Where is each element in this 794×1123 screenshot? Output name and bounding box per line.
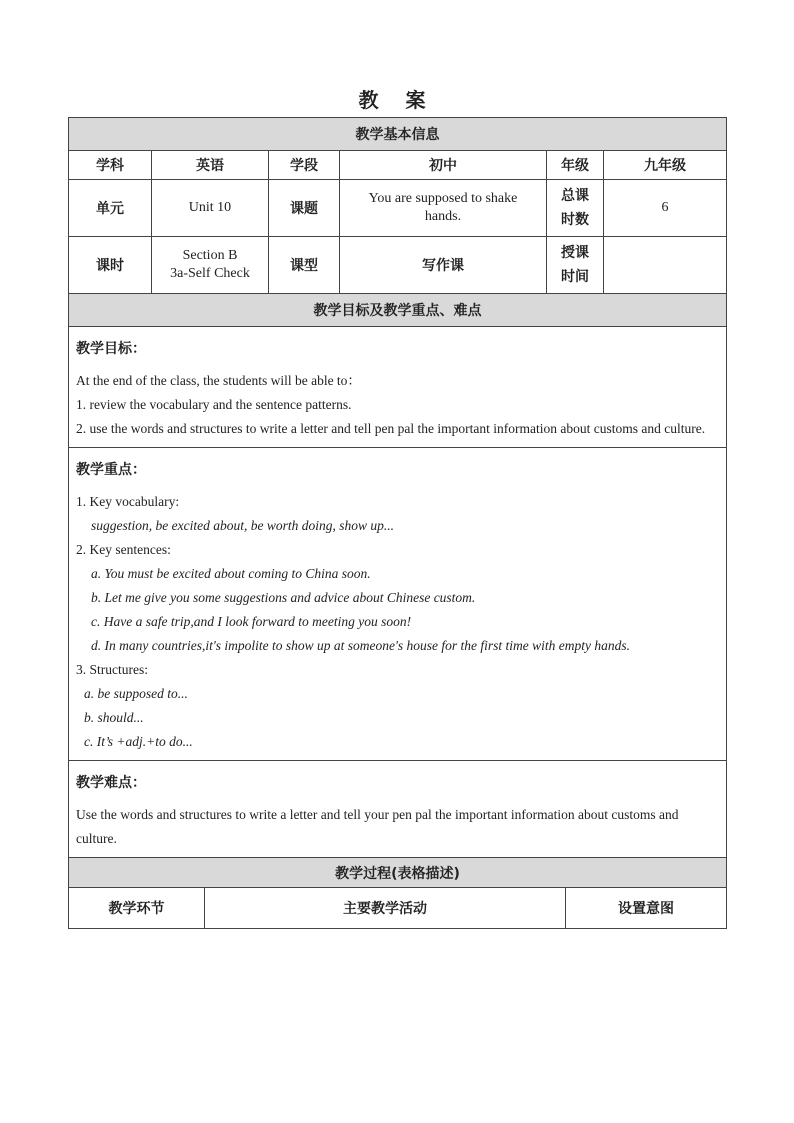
topic-label: 课题 [269,180,340,237]
lesson-plan [68,117,726,929]
structure-item: b. should... [84,710,144,725]
teaching-time-value [604,237,727,294]
goal-line: 2. use the words and structures to write a letter and tell pen pal the important information about customs and culture. [76,421,706,436]
topic-value: You are supposed to shake hands. [340,180,547,237]
difficulties-block [69,761,727,858]
unit-label: 单元 [69,180,152,237]
period-value-line1: Section B [182,248,238,263]
basic-info-header: 教学基本信息 [69,118,727,151]
document-title: 教 案 [358,88,436,112]
key-vocab-list: suggestion, be excited about, be worth doing, show up... [91,518,394,533]
difficulties-text: Use the words and structures to write a letter and tell your pen pal the important information about customs and culture. [76,807,679,846]
stage-value: 初中 [340,151,547,180]
subject-label: 学科 [69,151,152,180]
teaching-time-label [547,237,604,294]
teaching-goals-block [69,327,727,448]
goal-line: 1. review the vocabulary and the sentence patterns. [76,397,352,412]
difficulties-heading: 教学难点： [76,775,146,791]
process-col-stage: 教学环节 [69,888,205,929]
total-periods-label-line2: 时数 [561,212,589,228]
total-periods-label-line1: 总课 [561,188,589,204]
period-value-line2: 3a-Self Check [170,266,250,281]
process-col-activities: 主要教学活动 [205,888,566,929]
goal-line: At the end of the class, the students will be able to： [76,373,361,388]
process-table [68,857,727,929]
key-sentence: b. Let me give you some suggestions and advice about Chinese custom. [91,590,476,605]
teaching-goals-heading: 教学目标： [76,341,146,357]
process-col-intent: 设置意图 [566,888,727,929]
structure-item: a. be supposed to... [84,686,188,701]
teaching-time-label-line2: 时间 [561,269,589,285]
key-sentence: c. Have a safe trip,and I look forward to meeting you soon! [91,614,412,629]
objectives-header: 教学目标及教学重点、难点 [69,294,727,327]
period-value [152,237,269,294]
stage-label: 学段 [269,151,340,180]
key-sentences-title: 2. Key sentences: [76,542,171,557]
process-header: 教学过程(表格描述) [69,858,727,888]
key-vocab-title: 1. Key vocabulary: [76,494,180,509]
key-points-heading: 教学重点： [76,462,146,478]
key-sentence: a. You must be excited about coming to China soon. [91,566,371,581]
total-periods-label [547,180,604,237]
subject-value: 英语 [152,151,269,180]
key-points-block [69,448,727,761]
lesson-type-value: 写作课 [340,237,547,294]
lesson-type-label: 课型 [269,237,340,294]
teaching-time-label-line1: 授课 [561,245,589,261]
structure-item: c. It’s +adj.+to do... [84,734,193,749]
grade-label: 年级 [547,151,604,180]
basic-info-table [68,117,727,858]
period-label: 课时 [69,237,152,294]
grade-value: 九年级 [604,151,727,180]
total-periods-value: 6 [604,180,727,237]
unit-value: Unit 10 [152,180,269,237]
key-sentence: d. In many countries,it's impolite to show up at someone's house for the first time with empty hands. [91,638,630,653]
structures-title: 3. Structures: [76,662,148,677]
